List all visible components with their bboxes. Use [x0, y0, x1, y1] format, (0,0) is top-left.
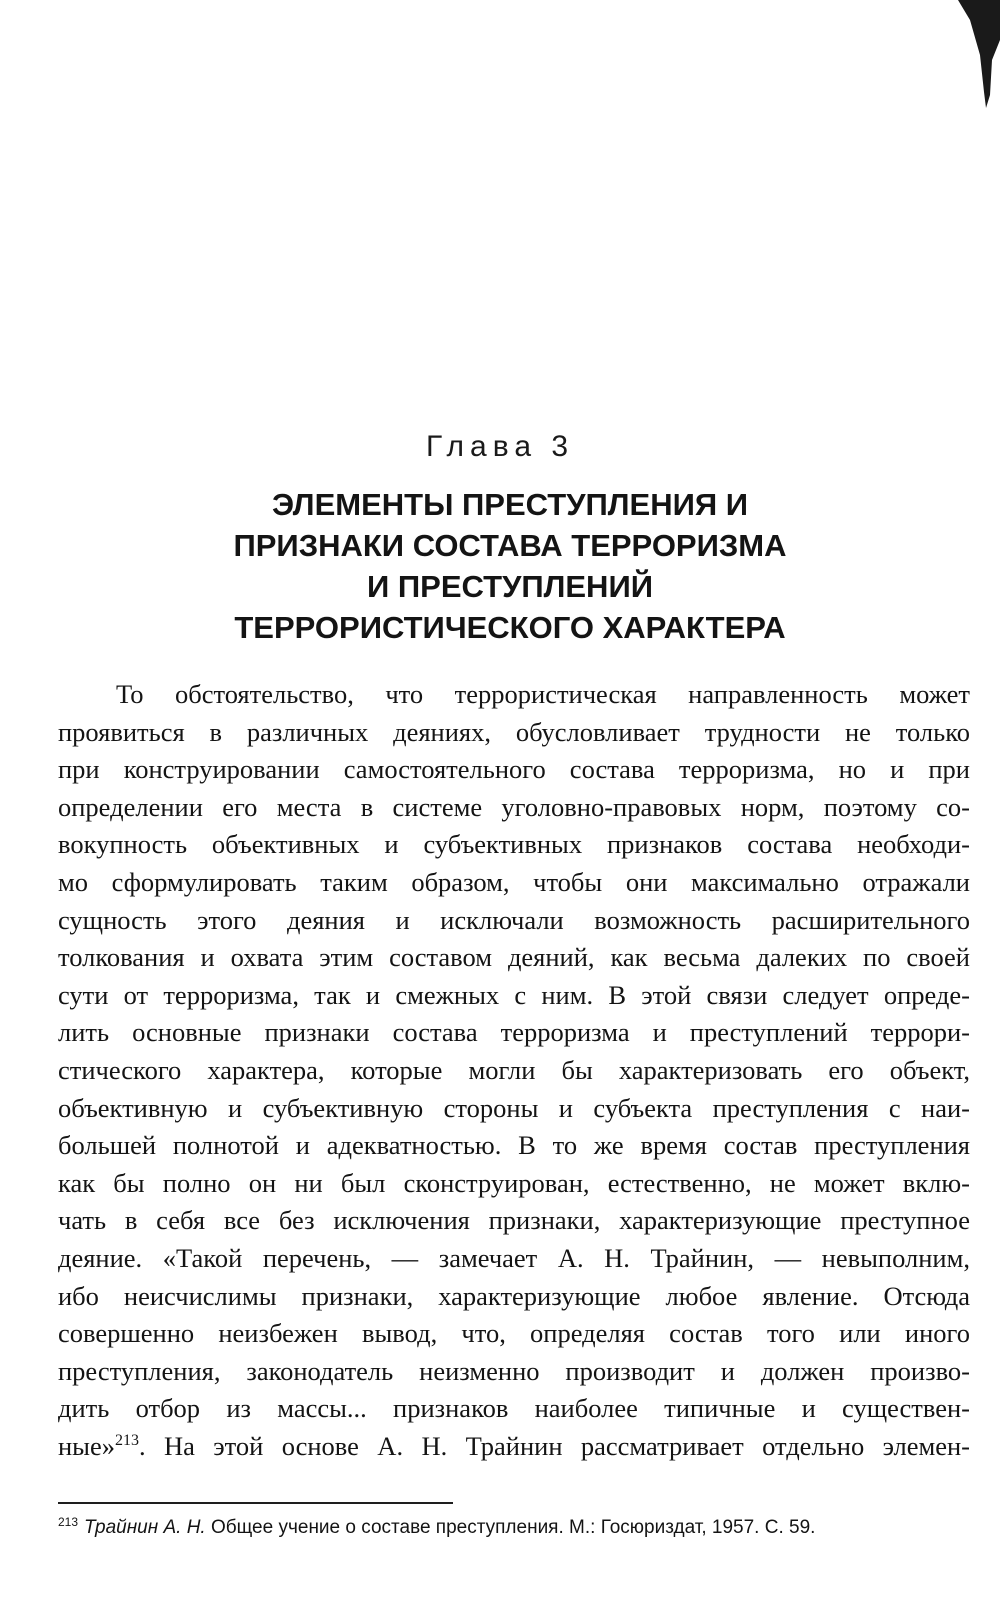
text-line: как бы полно он ни был сконструирован, естественно, не может вклю-: [58, 1167, 970, 1198]
text-line: проявиться в различных деяниях, обусловливает трудности не только: [58, 716, 970, 747]
text-line: совершенно неизбежен вывод, что, определяя состав того или иного: [58, 1318, 970, 1349]
footnote-author: Трайнин А. Н.: [84, 1517, 206, 1538]
text-line: при конструировании самостоятельного состава терроризма, но и при: [58, 754, 970, 785]
text-line: дить отбор из массы... признаков наиболее типичные и существен-: [58, 1393, 970, 1424]
text-line: мо сформулировать таким образом, чтобы они максимально отражали: [58, 866, 970, 897]
footnote-text: Общее учение о составе преступления. М.: Госюриздат, 1957. С. 59.: [205, 1517, 816, 1538]
footnote-number: 213: [58, 1514, 79, 1529]
text-line: толкования и охвата этим составом деяний, как весьма далеких по своей: [58, 942, 970, 973]
text-fragment: ные»: [58, 1430, 115, 1461]
text-line: То обстоятельство, что террористическая направленность может: [116, 679, 970, 709]
chapter-title-line: ТЕРРОРИСТИЧЕСКОГО ХАРАКТЕРА: [234, 610, 786, 645]
text-line-last: [58, 1428, 970, 1466]
text-line: определении его места в системе уголовно-правовых норм, поэтому со-: [58, 791, 970, 822]
chapter-label: Глава 3: [425, 430, 575, 463]
scan-corner-mark: [940, 0, 1000, 110]
text-line: объективную и субъективную стороны и субъекта преступления с наи-: [58, 1092, 970, 1123]
text-line: преступления, законодатель неизменно производит и должен произво-: [58, 1355, 970, 1386]
text-fragment: . На этой основе А. Н. Трайнин рассматривает отдельно элемен-: [139, 1430, 970, 1461]
text-line: сущность этого деяния и исключали возможность расширительного: [58, 904, 970, 935]
text-line: стического характера, которые могли бы характеризовать его объект,: [58, 1054, 970, 1085]
text-line: деяние. «Такой перечень, — замечает А. Н. Трайнин, — невыполним,: [58, 1242, 970, 1273]
body-paragraph: [58, 676, 970, 1465]
text-line: чать в себя все без исключения признаки, характеризующие преступное: [58, 1205, 970, 1236]
text-line: вокупность объективных и субъективных признаков состава необходи-: [58, 829, 970, 860]
text-line: сути от терроризма, так и смежных с ним. В этой связи следует опреде-: [58, 979, 970, 1010]
footnote-divider: [58, 1502, 453, 1504]
chapter-title-line: И ПРЕСТУПЛЕНИЙ: [366, 569, 654, 604]
text-line: ибо неисчислимы признаки, характеризующие любое явление. Отсюда: [58, 1280, 970, 1311]
footnote: [58, 1515, 958, 1541]
chapter-title: [150, 484, 870, 648]
text-line: большей полнотой и адекватностью. В то же время состав преступления: [58, 1130, 970, 1161]
footnote-reference[interactable]: 213: [115, 1432, 139, 1450]
text-line: лить основные признаки состава терроризма и преступлений террори-: [58, 1017, 970, 1048]
chapter-title-line: ЭЛЕМЕНТЫ ПРЕСТУПЛЕНИЯ И: [271, 487, 749, 522]
chapter-title-line: ПРИЗНАКИ СОСТАВА ТЕРРОРИЗМА: [233, 528, 787, 563]
